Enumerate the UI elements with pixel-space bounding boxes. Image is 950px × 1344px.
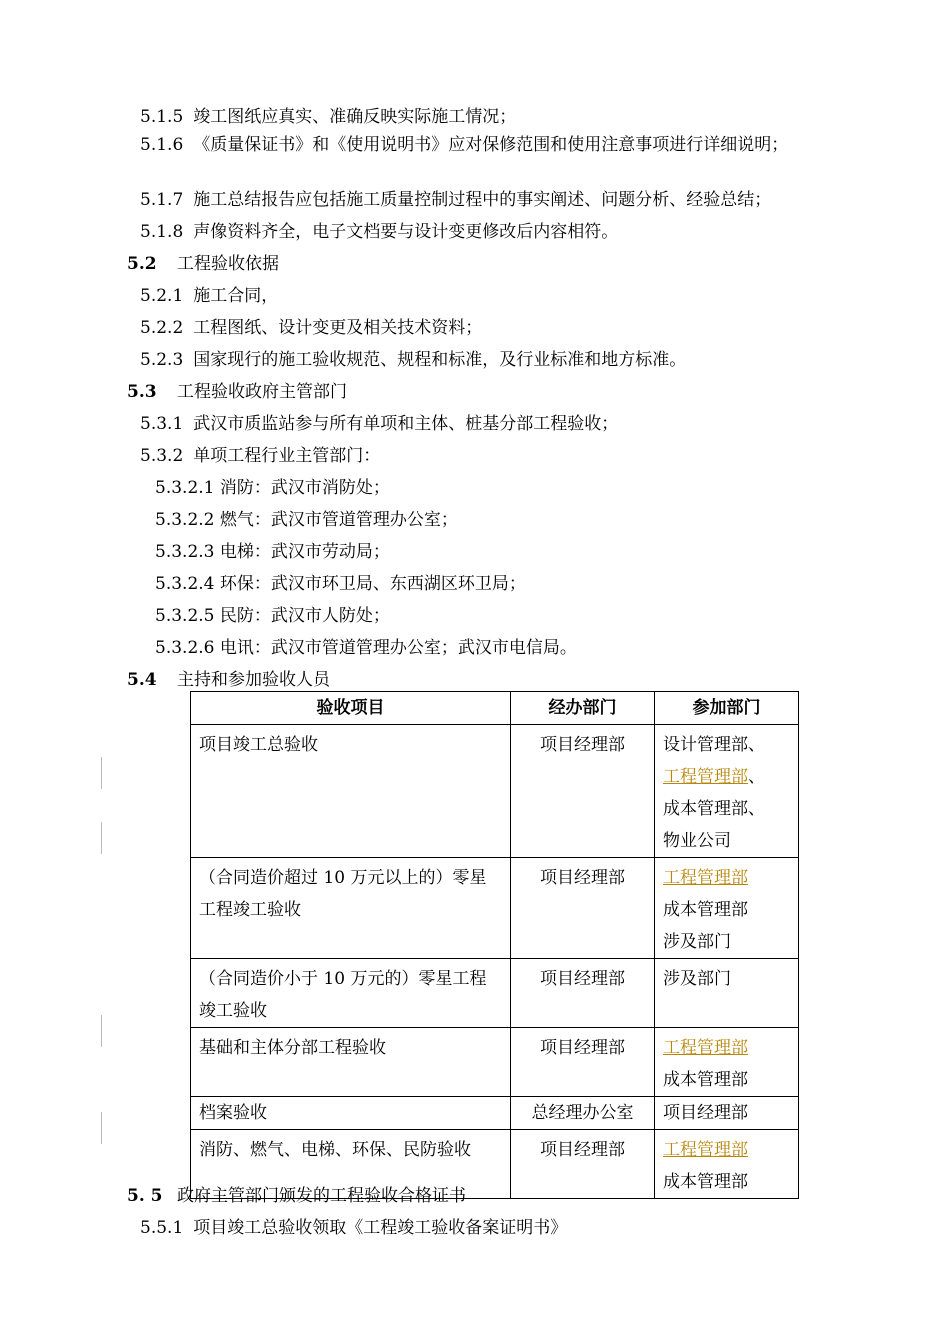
dept-label: 项目经理部 — [663, 1103, 748, 1123]
cell-item: （合同造价小于 10 万元的）零星工程竣工验收 — [191, 959, 511, 1028]
column-header-item: 验收项目 — [191, 692, 511, 725]
clause-number: 5.3.2.1 — [155, 478, 215, 498]
clause-5-1-5 — [140, 106, 516, 128]
dept-separator: 、 — [748, 767, 765, 787]
cell-item: 档案验收 — [191, 1097, 511, 1130]
clause-5-3-1 — [140, 413, 618, 435]
clause-text: 消防：武汉市消防处； — [219, 478, 390, 498]
clause-5-1-8 — [140, 221, 618, 243]
clause-5-3-2 — [140, 445, 380, 467]
dept-label: 涉及部门 — [663, 932, 731, 952]
cell-office: 项目经理部 — [511, 959, 655, 1028]
dept-label: 成本管理部 — [663, 1172, 748, 1192]
clause-5-3-2-1 — [155, 477, 390, 499]
section-title: 主持和参加验收人员 — [177, 670, 330, 690]
cell-depts — [655, 725, 799, 858]
cell-office: 总经理办公室 — [511, 1097, 655, 1130]
cell-item: （合同造价超过 10 万元以上的）零星工程竣工验收 — [191, 858, 511, 959]
clause-5-1-6 — [140, 134, 788, 156]
dept-label: 成本管理部 — [663, 900, 748, 920]
dept-label: 成本管理部、 — [663, 799, 765, 819]
section-title: 政府主管部门颁发的工程验收合格证书 — [177, 1186, 466, 1206]
section-5-3-heading — [127, 381, 347, 403]
clause-number: 5.2.3 — [140, 350, 184, 370]
section-number: 5.3 — [127, 382, 157, 402]
cell-depts — [655, 1130, 799, 1199]
clause-number: 5.3.1 — [140, 414, 184, 434]
cell-office: 项目经理部 — [511, 1028, 655, 1097]
cell-office: 项目经理部 — [511, 1130, 655, 1199]
cell-depts — [655, 1028, 799, 1097]
dept-label: 成本管理部 — [663, 1070, 748, 1090]
table-row — [191, 1028, 799, 1097]
table-row — [191, 725, 799, 858]
cell-item: 消防、燃气、电梯、环保、民防验收 — [191, 1130, 511, 1199]
clause-text: 工程图纸、设计变更及相关技术资料； — [193, 318, 483, 338]
dept-label: 设计管理部、 — [663, 735, 765, 755]
clause-number: 5.3.2.3 — [155, 542, 215, 562]
dept-label: 涉及部门 — [663, 969, 731, 989]
clause-5-1-7 — [140, 189, 771, 211]
clause-number: 5.3.2 — [140, 446, 184, 466]
column-header-office: 经办部门 — [511, 692, 655, 725]
clause-number: 5.5.1 — [140, 1218, 184, 1238]
clause-text: 《质量保证书》和《使用说明书》应对保修范围和使用注意事项进行详细说明； — [193, 135, 789, 155]
clause-number: 5.1.6 — [140, 135, 184, 155]
clause-number: 5.1.8 — [140, 222, 184, 242]
clause-5-5-1 — [140, 1217, 567, 1239]
clause-5-3-2-5 — [155, 605, 390, 627]
clause-number: 5.1.5 — [140, 107, 184, 127]
clause-text: 国家现行的施工验收规范、规程和标准，及行业标准和地方标准。 — [193, 350, 687, 370]
cell-item: 项目竣工总验收 — [191, 725, 511, 858]
clause-number: 5.3.2.5 — [155, 606, 215, 626]
section-5-2-heading — [127, 253, 279, 275]
dept-link[interactable]: 工程管理部 — [663, 767, 748, 787]
clause-number: 5.3.2.4 — [155, 574, 215, 594]
clause-text: 燃气：武汉市管道管理办公室； — [219, 510, 458, 530]
clause-5-3-2-4 — [155, 573, 526, 595]
cell-office: 项目经理部 — [511, 858, 655, 959]
dept-link[interactable]: 工程管理部 — [663, 1140, 748, 1160]
margin-change-bar — [101, 822, 102, 854]
clause-text: 武汉市质监站参与所有单项和主体、桩基分部工程验收； — [193, 414, 619, 434]
clause-number: 5.2.2 — [140, 318, 184, 338]
clause-number: 5.3.2.2 — [155, 510, 215, 530]
acceptance-table — [190, 691, 799, 1199]
section-number: 5. 5 — [127, 1186, 163, 1206]
cell-depts — [655, 858, 799, 959]
clause-number: 5.3.2.6 — [155, 638, 215, 658]
clause-5-3-2-2 — [155, 509, 458, 531]
table-header-row — [191, 692, 799, 725]
section-5-4-heading — [127, 669, 330, 691]
dept-label — [663, 761, 790, 793]
clause-text: 单项工程行业主管部门： — [193, 446, 381, 466]
margin-change-bar — [101, 1112, 102, 1144]
clause-text: 施工总结报告应包括施工质量控制过程中的事实阐述、问题分析、经验总结； — [193, 190, 772, 210]
section-5-5-heading — [127, 1185, 466, 1207]
clause-text: 环保：武汉市环卫局、东西湖区环卫局； — [219, 574, 526, 594]
clause-text: 项目竣工总验收领取《工程竣工验收备案证明书》 — [193, 1218, 568, 1238]
clause-text: 民防：武汉市人防处； — [219, 606, 390, 626]
clause-text: 施工合同， — [193, 286, 279, 306]
cell-office: 项目经理部 — [511, 725, 655, 858]
dept-link[interactable]: 工程管理部 — [663, 1038, 748, 1058]
clause-text: 竣工图纸应真实、准确反映实际施工情况； — [193, 107, 517, 127]
section-title: 工程验收依据 — [177, 254, 279, 274]
clause-number: 5.1.7 — [140, 190, 184, 210]
clause-5-3-2-6 — [155, 637, 577, 659]
margin-change-bar — [101, 1015, 102, 1047]
margin-change-bar — [101, 757, 102, 789]
section-number: 5.2 — [127, 254, 157, 274]
clause-number: 5.2.1 — [140, 286, 184, 306]
clause-5-2-2 — [140, 317, 482, 339]
dept-link[interactable]: 工程管理部 — [663, 868, 748, 888]
cell-depts — [655, 1097, 799, 1130]
section-title: 工程验收政府主管部门 — [177, 382, 347, 402]
column-header-depts: 参加部门 — [655, 692, 799, 725]
clause-text: 电梯：武汉市劳动局； — [219, 542, 390, 562]
section-number: 5.4 — [127, 670, 157, 690]
clause-5-2-3 — [140, 349, 686, 371]
clause-5-2-1 — [140, 285, 278, 307]
table-row — [191, 858, 799, 959]
dept-label: 物业公司 — [663, 831, 731, 851]
clause-5-3-2-3 — [155, 541, 390, 563]
table-row — [191, 959, 799, 1028]
table-row — [191, 1097, 799, 1130]
cell-item: 基础和主体分部工程验收 — [191, 1028, 511, 1097]
clause-text: 声像资料齐全，电子文档要与设计变更修改后内容相符。 — [193, 222, 619, 242]
cell-depts — [655, 959, 799, 1028]
clause-text: 电讯：武汉市管道管理办公室；武汉市电信局。 — [219, 638, 577, 658]
